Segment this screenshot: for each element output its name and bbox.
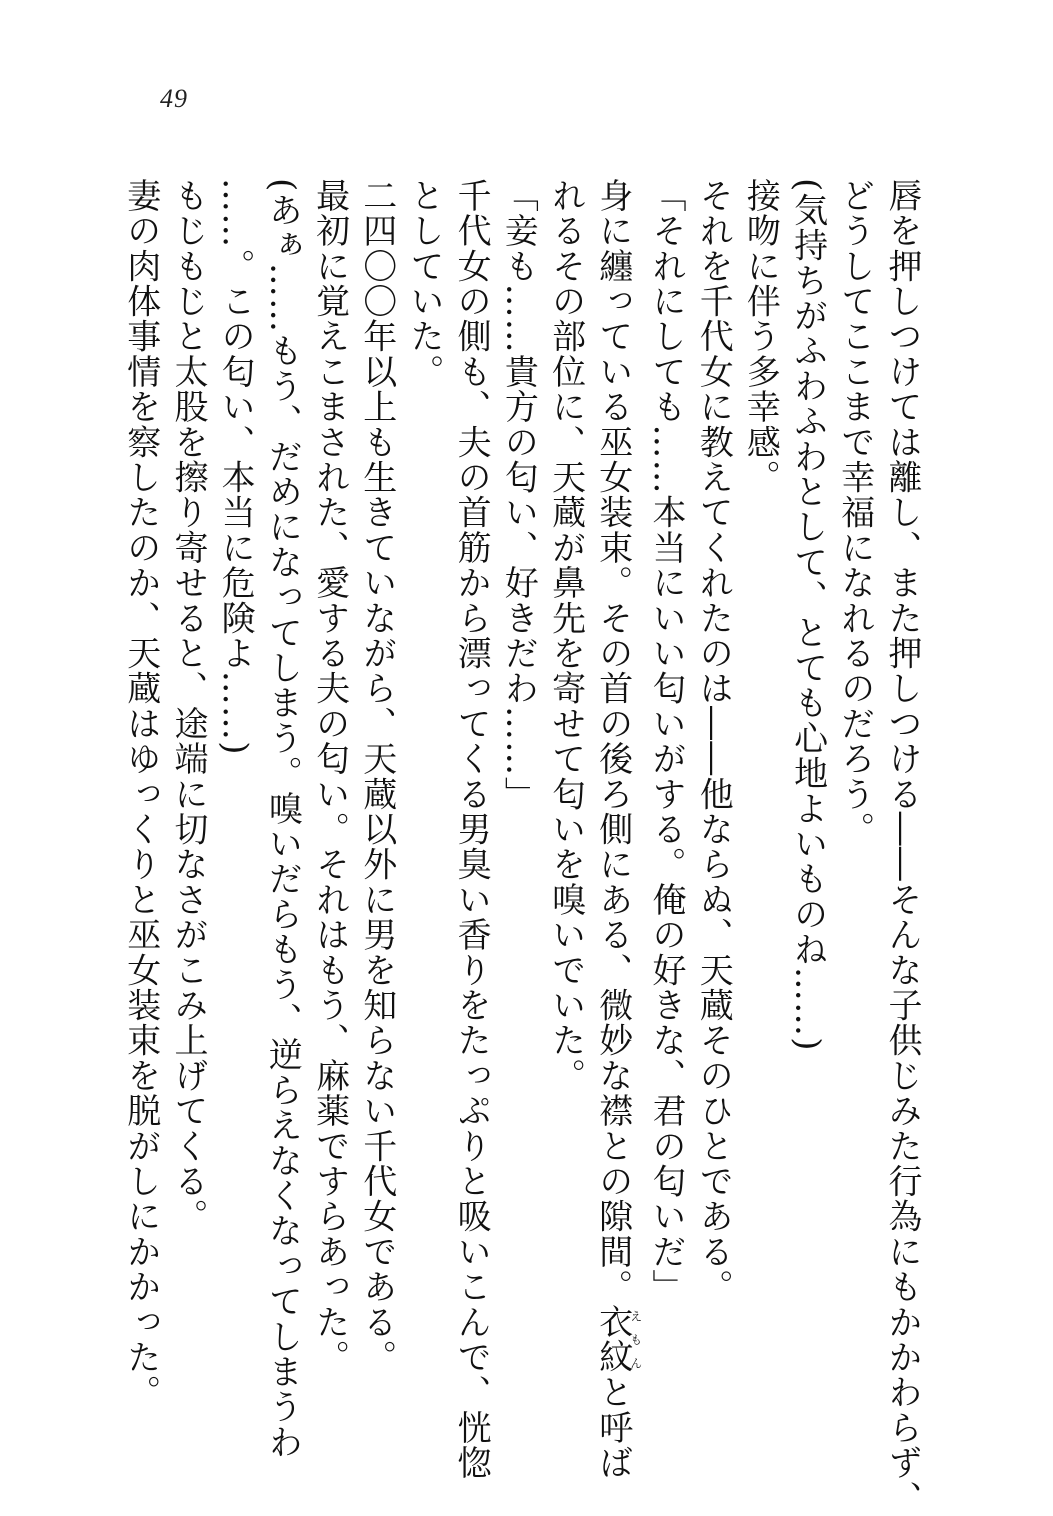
text-line-11: としていた。 <box>403 178 444 390</box>
text-line-17: 妻の肉体事情を察したのか、天蔵はゆっくりと巫女装束を脱がしにかかった。 <box>120 178 161 1410</box>
text-line-6: 「それにしても……本当にいい匂いがする。俺の好きな、君の匂いだ」 <box>645 178 686 1305</box>
text-line-15: ……。この匂い、本当に危険よ……) <box>215 178 256 756</box>
text-line-10: 千代女の側も、夫の首筋から漂ってくる男臭い香りをたっぷりと吸いこんで、恍惚 <box>451 178 492 1481</box>
body-text <box>105 178 925 1516</box>
text-line-16: もじもじと太股を擦り寄せると、途端に切なさがこみ上げてくる。 <box>167 178 208 1234</box>
ruby-emon <box>592 1304 643 1375</box>
text-line-7-tail: と呼ば <box>592 1374 633 1481</box>
ruby-reading: えもん <box>628 1304 643 1375</box>
page-number: 49 <box>160 84 188 113</box>
text-line-7-main: 身に纏っている巫女装束。その首の後ろ側にある、微妙な襟との隙間。 <box>592 178 633 1305</box>
text-line-12: 二四〇〇年以上も生きていながら、天蔵以外に男を知らない千代女である。 <box>356 178 397 1375</box>
text-line-5: それを千代女に教えてくれたのは――他ならぬ、天蔵そのひとである。 <box>693 178 734 1305</box>
text-line-8: れるその部位に、天蔵が鼻先を寄せて匂いを嗅いでいた。 <box>545 178 586 1094</box>
text-line-2: どうしてここまで幸福になれるのだろう。 <box>834 178 875 847</box>
text-line-7 <box>589 178 643 1481</box>
text-line-13: 最初に覚えこまされた、愛する夫の匂い。それはもう、麻薬ですらあった。 <box>309 178 350 1375</box>
text-line-14: (あぁ……もう、だめになってしまう。嗅いだらもう、逆らえなくなってしまうわ <box>262 178 303 1460</box>
text-line-9: 「妾も……貴方の匂い、好きだわ……」 <box>498 178 539 812</box>
text-line-1: 唇を押しつけては離し、また押しつける――そんな子供じみた行為にもかかわらず、 <box>882 178 922 1516</box>
text-line-4: 接吻に伴う多幸感。 <box>740 178 781 495</box>
ruby-base: 衣紋 <box>592 1304 633 1375</box>
text-line-3: (気持ちがふわふわとして、とても心地よいものね……) <box>787 178 828 1052</box>
